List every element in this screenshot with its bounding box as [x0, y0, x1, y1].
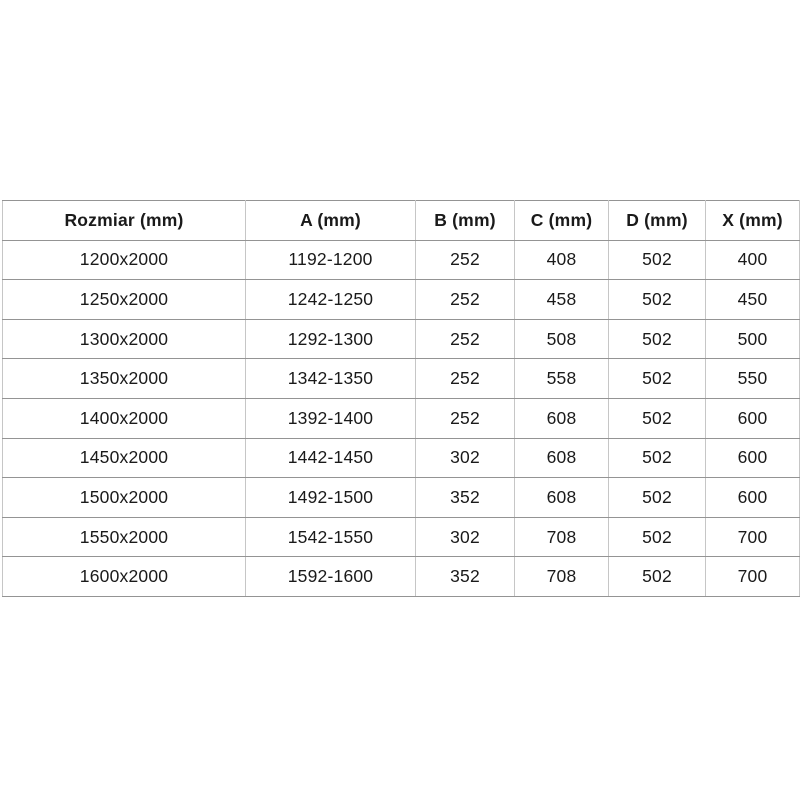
table-cell: 1492-1500: [246, 478, 416, 518]
table-row: [3, 280, 800, 320]
table-body: [3, 240, 800, 596]
table-cell: 1300x2000: [3, 319, 246, 359]
table-cell: 502: [609, 438, 706, 478]
table-row: [3, 438, 800, 478]
column-header: X (mm): [706, 201, 800, 241]
table-cell: 600: [706, 438, 800, 478]
column-header: Rozmiar (mm): [3, 201, 246, 241]
table-row: [3, 557, 800, 597]
column-header: A (mm): [246, 201, 416, 241]
table-cell: 708: [515, 557, 609, 597]
table-cell: 1200x2000: [3, 240, 246, 280]
table-cell: 708: [515, 517, 609, 557]
table-cell: 252: [416, 280, 515, 320]
dimensions-table-container: [2, 200, 799, 597]
table-cell: 1192-1200: [246, 240, 416, 280]
table-cell: 600: [706, 478, 800, 518]
table-cell: 252: [416, 359, 515, 399]
table-cell: 302: [416, 438, 515, 478]
table-cell: 252: [416, 319, 515, 359]
table-cell: 450: [706, 280, 800, 320]
table-cell: 1400x2000: [3, 398, 246, 438]
table-cell: 1392-1400: [246, 398, 416, 438]
table-row: [3, 240, 800, 280]
column-header: D (mm): [609, 201, 706, 241]
table-cell: 1442-1450: [246, 438, 416, 478]
table-cell: 600: [706, 398, 800, 438]
table-cell: 400: [706, 240, 800, 280]
table-cell: 1250x2000: [3, 280, 246, 320]
table-cell: 252: [416, 398, 515, 438]
table-cell: 1342-1350: [246, 359, 416, 399]
table-cell: 408: [515, 240, 609, 280]
table-cell: 1242-1250: [246, 280, 416, 320]
table-row: [3, 359, 800, 399]
table-row: [3, 517, 800, 557]
table-cell: 558: [515, 359, 609, 399]
table-cell: 608: [515, 438, 609, 478]
table-cell: 1292-1300: [246, 319, 416, 359]
table-cell: 700: [706, 557, 800, 597]
table-cell: 550: [706, 359, 800, 399]
table-cell: 700: [706, 517, 800, 557]
table-cell: 352: [416, 478, 515, 518]
column-header: B (mm): [416, 201, 515, 241]
table-cell: 608: [515, 478, 609, 518]
table-cell: 502: [609, 517, 706, 557]
table-cell: 1500x2000: [3, 478, 246, 518]
table-cell: 1592-1600: [246, 557, 416, 597]
header-row: [3, 201, 800, 241]
table-row: [3, 478, 800, 518]
table-header: [3, 201, 800, 241]
dimensions-table: [2, 200, 800, 597]
table-cell: 1542-1550: [246, 517, 416, 557]
table-cell: 502: [609, 280, 706, 320]
table-cell: 458: [515, 280, 609, 320]
table-cell: 502: [609, 359, 706, 399]
table-row: [3, 319, 800, 359]
table-cell: 352: [416, 557, 515, 597]
table-cell: 1550x2000: [3, 517, 246, 557]
table-cell: 1600x2000: [3, 557, 246, 597]
table-cell: 252: [416, 240, 515, 280]
table-cell: 502: [609, 398, 706, 438]
column-header: C (mm): [515, 201, 609, 241]
table-cell: 502: [609, 478, 706, 518]
table-cell: 1450x2000: [3, 438, 246, 478]
table-cell: 502: [609, 240, 706, 280]
table-cell: 502: [609, 319, 706, 359]
table-row: [3, 398, 800, 438]
table-cell: 508: [515, 319, 609, 359]
table-cell: 302: [416, 517, 515, 557]
table-cell: 1350x2000: [3, 359, 246, 399]
table-cell: 500: [706, 319, 800, 359]
table-cell: 502: [609, 557, 706, 597]
table-cell: 608: [515, 398, 609, 438]
